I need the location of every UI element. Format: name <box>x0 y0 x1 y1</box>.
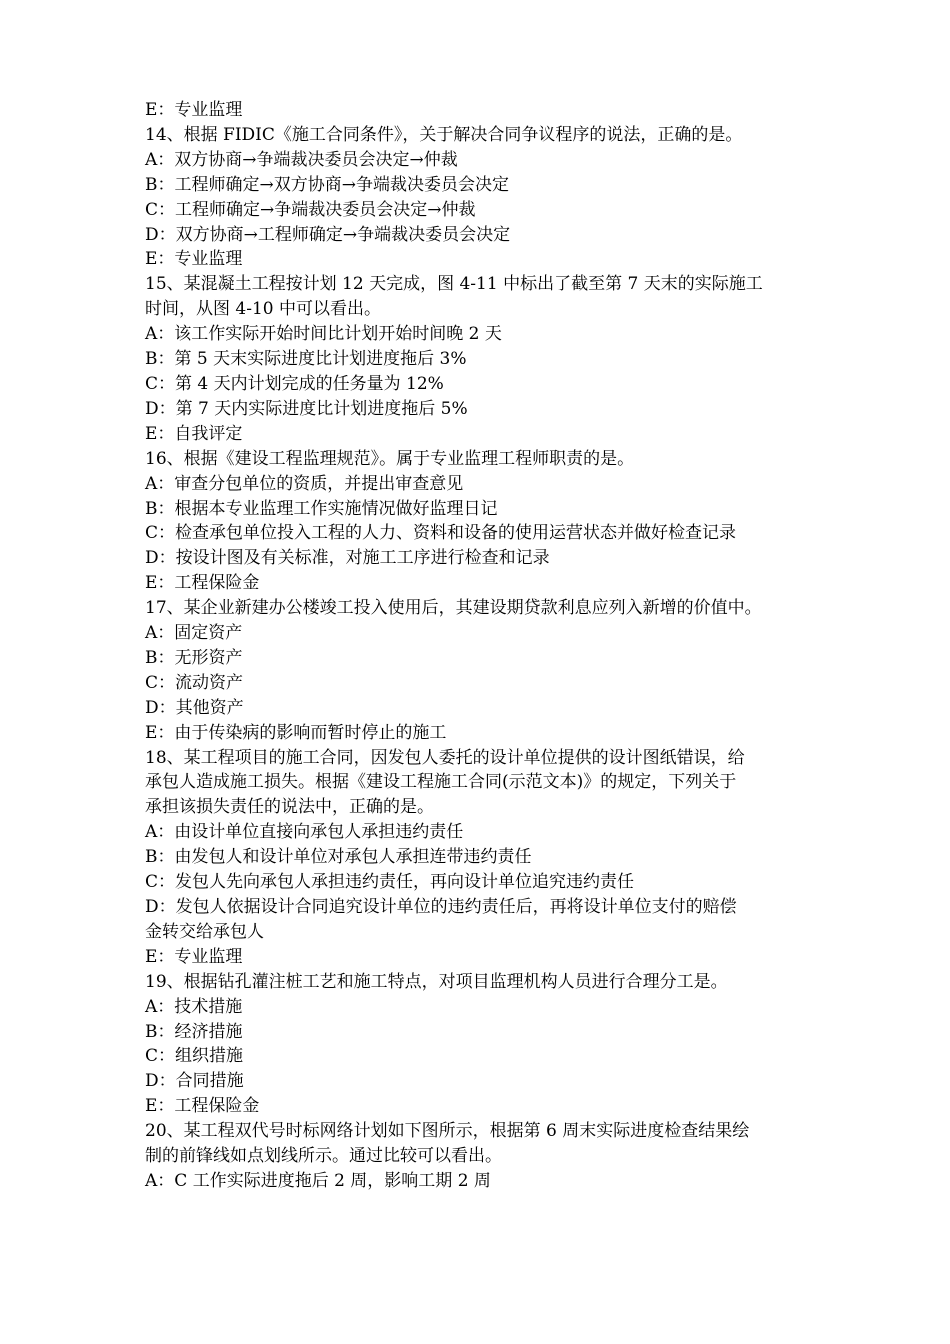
option-b: B：无形资产 <box>145 647 243 668</box>
option-d: D：合同措施 <box>145 1071 244 1092</box>
question-20: 20、某工程双代号时标网络计划如下图所示，根据第 6 周末实际进度检查结果绘 <box>145 1121 750 1142</box>
text-line: E：专业监理 <box>145 100 243 120</box>
option-d: D：发包人依据设计合同追究设计单位的违约责任后，再将设计单位支付的赔偿 <box>145 897 737 917</box>
question-19: 19、根据钻孔灌注桩工艺和施工特点，对项目监理机构人员进行合理分工是。 <box>145 971 728 992</box>
option-a: A：审查分包单位的资质，并提出审查意见 <box>145 473 464 494</box>
option-e: E：由于传染病的影响而暂时停止的施工 <box>145 722 447 743</box>
document-page <box>145 98 810 1194</box>
option-d: D：按设计图及有关标准，对施工工序进行检查和记录 <box>145 548 550 569</box>
option-b: B：第 5 天末实际进度比计划进度拖后 3% <box>145 349 467 370</box>
option-d: D：双方协商→工程师确定→争端裁决委员会决定 <box>145 224 511 245</box>
option-c: C：发包人先向承包人承担违约责任，再向设计单位追究违约责任 <box>145 872 635 893</box>
option-c: C：组织措施 <box>145 1046 244 1067</box>
option-e: E：专业监理 <box>145 249 243 270</box>
option-a: A：C 工作实际进度拖后 2 周，影响工期 2 周 <box>145 1170 491 1191</box>
option-a: A：该工作实际开始时间比计划开始时间晚 2 天 <box>145 324 502 345</box>
question-14: 14、根据 FIDIC《施工合同条件》，关于解决合同争议程序的说法，正确的是。 <box>145 124 743 145</box>
option-d-cont: 金转交给承包人 <box>145 921 264 942</box>
question-18-cont: 承包人造成施工损失。根据《建设工程施工合同(示范文本)》的规定，下列关于 <box>145 772 737 793</box>
option-c: C：检查承包单位投入工程的人力、资料和设备的使用运营状态并做好检查记录 <box>145 523 737 544</box>
question-16: 16、根据《建设工程监理规范》。属于专业监理工程师职责的是。 <box>145 448 635 469</box>
option-a: A：由设计单位直接向承包人承担违约责任 <box>145 822 464 843</box>
option-c: C：流动资产 <box>145 672 244 693</box>
option-b: B：由发包人和设计单位对承包人承担连带违约责任 <box>145 847 532 868</box>
option-b: B：经济措施 <box>145 1021 243 1042</box>
option-a: A：双方协商→争端裁决委员会决定→仲裁 <box>145 149 458 170</box>
option-e: E：工程保险金 <box>145 1096 260 1117</box>
option-b: B：根据本专业监理工作实施情况做好监理日记 <box>145 498 498 519</box>
option-e: E：自我评定 <box>145 423 243 444</box>
option-c: C：第 4 天内计划完成的任务量为 12% <box>145 373 444 394</box>
question-17: 17、某企业新建办公楼竣工投入使用后，其建设期贷款利息应列入新增的价值中。 <box>145 598 762 619</box>
question-18-cont: 承担该损失责任的说法中，正确的是。 <box>145 797 434 818</box>
option-c: C：工程师确定→争端裁决委员会决定→仲裁 <box>145 199 476 220</box>
question-20-cont: 制的前锋线如点划线所示。通过比较可以看出。 <box>145 1146 502 1167</box>
option-a: A：技术措施 <box>145 996 243 1017</box>
option-b: B：工程师确定→双方协商→争端裁决委员会决定 <box>145 174 509 195</box>
option-d: D：其他资产 <box>145 697 244 718</box>
question-18: 18、某工程项目的施工合同，因发包人委托的设计单位提供的设计图纸错误，给 <box>145 747 745 768</box>
option-a: A：固定资产 <box>145 623 243 644</box>
question-15: 15、某混凝土工程按计划 12 天完成，图 4-11 中标出了截至第 7 天末的实际施工 <box>145 274 763 295</box>
question-15-cont: 时间，从图 4-10 中可以看出。 <box>145 299 381 320</box>
option-e: E：专业监理 <box>145 946 243 967</box>
option-e: E：工程保险金 <box>145 573 260 594</box>
option-d: D：第 7 天内实际进度比计划进度拖后 5% <box>145 398 468 419</box>
